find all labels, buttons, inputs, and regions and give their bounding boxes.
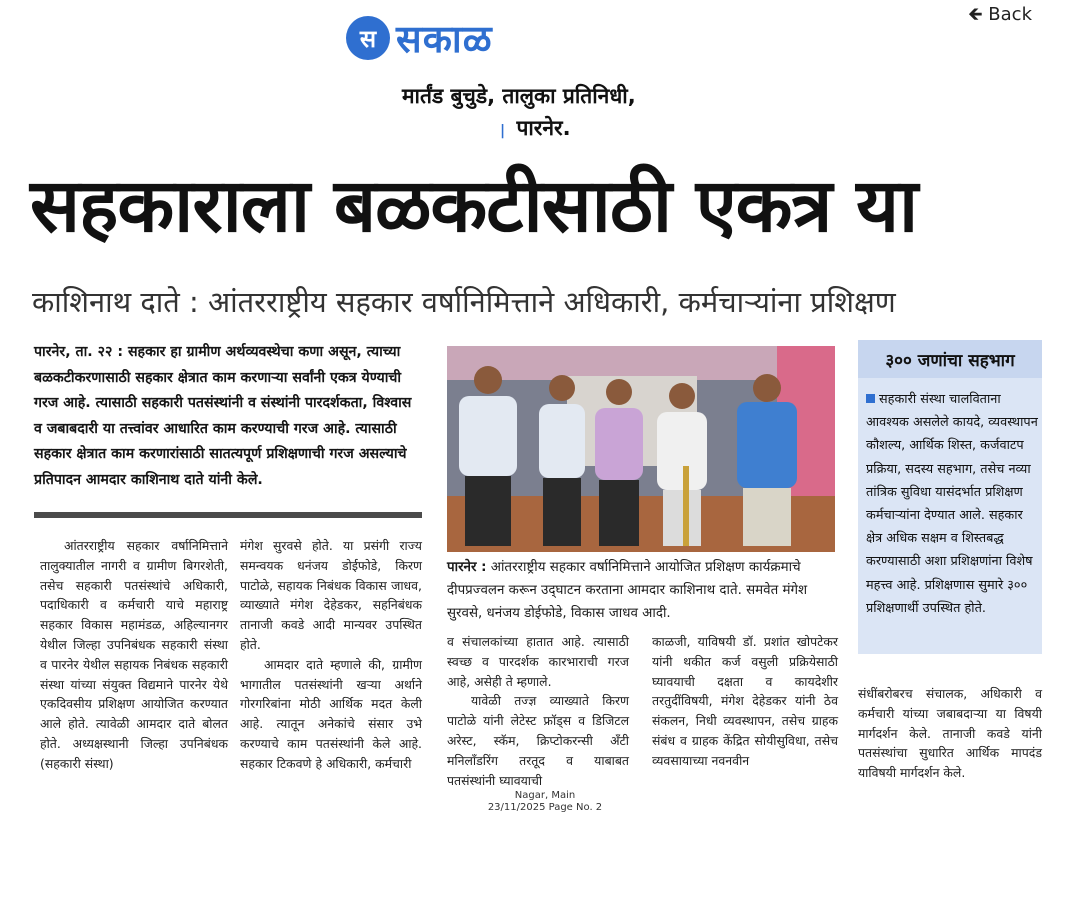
footer-dateline: 23/11/2025 Page No. 2 <box>487 802 603 813</box>
lead-paragraph: पारनेर, ता. २२ : सहकार हा ग्रामीण अर्थव्यवस्थेचा कणा असून, त्याच्या बळकटीकरणासाठी सहकार क्षेत्रात काम करणाऱ्या सर्वांनी एकत्र येण्याची गरज आहे. त्यासाठी सहकारी पतसंस्थांनी व संस्थांनी पारदर्शकता, विश्वास व जबाबदारी या तत्त्वांवर आधारित काम करण्याची गरज आहे. त्यासाठी सहकार क्षेत्रात काम करणारांसाठी सातत्यपूर्ण प्रशिक्षणाची गरज असल्याचे प्रतिपादन आमदार काशिनाथ दाते यांनी केले. <box>34 344 412 488</box>
body-column-3-para-1: व संचालकांच्या हातात आहे. त्यासाठी स्वच्छ व पारदर्शक कारभाराची गरज आहे, असेही ते म्हणाले. <box>447 634 629 689</box>
body-column-4: काळजी, याविषयी डॉ. प्रशांत खोपटेकर यांनी थकीत कर्ज वसुली प्रक्रियेसाठी घ्यावयाची दक्षता व कायदेशीर तरतुदींविषयी, मंगेश देहेडकर यांनी ठेव संकलन, निधी व्यवस्थापन, तसेच ग्राहक संबंध व ग्राहक केंद्रित सोयीसुविधा, तसेच व्यवसायाच्या नवनवीन <box>652 634 838 768</box>
body-column-2-para-1: मंगेश सुरवसे होते. या प्रसंगी राज्य समन्वयक धनंजय डोईफोडे, किरण पाटोळे, सहायक निबंधक विकास जाधव, व्याख्याते मंगेश देहेडकर, सहनिबंधक तानाजी कवडे आदी मान्यवर उपस्थित होते. <box>240 538 422 652</box>
back-button[interactable] <box>968 2 1032 32</box>
subheadline: काशिनाथ दाते : आंतरराष्ट्रीय सहकार वर्षानिमित्ताने अधिकारी, कर्मचाऱ्यांना प्रशिक्षण <box>32 285 896 319</box>
arrow-left-icon: 🡸 <box>967 4 983 25</box>
byline-line2 <box>500 114 571 142</box>
byline-place: पारनेर. <box>516 116 571 140</box>
square-bullet-icon <box>866 394 875 403</box>
footer-edition: Nagar, Main <box>514 790 576 801</box>
body-column-5: संधींबरोबरच संचालक, अधिकारी व कर्मचारी यांच्या जबाबदाऱ्या या विषयी मार्गदर्शन केले. तानाजी कवडे यांनी पतसंस्थांचा सुधारित आर्थिक मापदंड याविषयी मार्गदर्शन केले. <box>858 686 1042 781</box>
body-column-1: आंतरराष्ट्रीय सहकार वर्षानिमित्ताने तालुक्यातील नागरी व ग्रामीण बिगरशेती, तसेच सहकारी पतसंस्थांचे अधिकारी, पदाधिकारी व कर्मचारी याचे महाराष्ट्र सहकार विकास महामंडळ, अहिल्यानगर येथील जिल्हा उपनिबंधक सहकारी संस्था व पारनेर येथील सहायक निबंधक सहकारी संस्था यांच्या संयुक्त विद्यमाने पारनेर येथे एकदिवसीय प्रशिक्षण आयोजित करण्यात आले होते. त्यावेळी आमदार दाते बोलत होते. अध्यक्षस्थानी जिल्हा उपनिबंधक (सहकारी संस्था) <box>40 538 228 771</box>
sidebar-body <box>866 388 1038 620</box>
caption-place: पारनेर : <box>447 560 487 575</box>
event-photo <box>447 346 835 552</box>
page-footer <box>445 790 645 814</box>
sidebar-title: ३०० जणांचा सहभाग <box>858 340 1042 378</box>
headline: सहकाराला बळकटीसाठी एकत्र या <box>30 163 918 249</box>
photo-caption <box>447 556 837 625</box>
mark-icon: | <box>500 123 506 139</box>
body-column-2 <box>240 536 422 774</box>
brand-name: सकाळ <box>396 17 493 61</box>
back-label: Back <box>988 4 1032 25</box>
brand-logo <box>346 12 493 64</box>
body-column-3 <box>447 632 629 790</box>
body-column-2-para-2: आमदार दाते म्हणाले की, ग्रामीण भागातील पतसंस्थांनी खऱ्या अर्थाने गोरगरिबांना मोठी आर्थिक मदत केली आहे. त्यातून अनेकांचे संसार उभे करण्याचे काम पतसंस्थांनी केले आहे. सहकार टिकवणे हे अधिकारी, कर्मचारी <box>240 656 422 771</box>
lead-divider <box>34 512 422 518</box>
event-photo-illustration <box>447 346 835 552</box>
body-column-3-para-2: यावेळी तज्ज्ञ व्याख्याते किरण पाटोळे यांनी लेटेस्ट फ्रॉड्स व डिजिटल अरेस्ट, स्कॅम, क्रिप्टोकरन्सी अँटी मनिलाँडरिंग तरतूद व याबाबत पतसंस्थांनी घ्यावयाची <box>447 693 629 788</box>
caption-text: आंतरराष्ट्रीय सहकार वर्षानिमित्ताने आयोजित प्रशिक्षण कार्यक्रमाचे दीपप्रज्वलन करून उद्‌घाटन करताना आमदार काशिनाथ दाते. समवेत मंगेश सुरवसे, धनंजय डोईफोडे, विकास जाधव आदी. <box>447 560 808 621</box>
sakal-emblem-icon: स <box>346 16 390 60</box>
sidebar-text: सहकारी संस्था चालविताना आवश्यक असलेले कायदे, व्यवस्थापन कौशल्य, आर्थिक शिस्त, कर्जवाटप प्रक्रिया, सदस्य सहभाग, तसेच नव्या तांत्रिक सुविधा यासंदर्भात प्रशिक्षण कर्मचाऱ्यांना देण्यात आले. सहकार क्षेत्र अधिक सक्षम व शिस्तबद्ध करण्यासाठी अशा प्रशिक्षणांना विशेष महत्त्व आहे. प्रशिक्षणास सुमारे ३०० प्रशिक्षणार्थी उपस्थित होते. <box>866 392 1038 616</box>
byline-line1: मार्तंड बुचुडे, तालुका प्रतिनिधी, <box>402 84 636 108</box>
